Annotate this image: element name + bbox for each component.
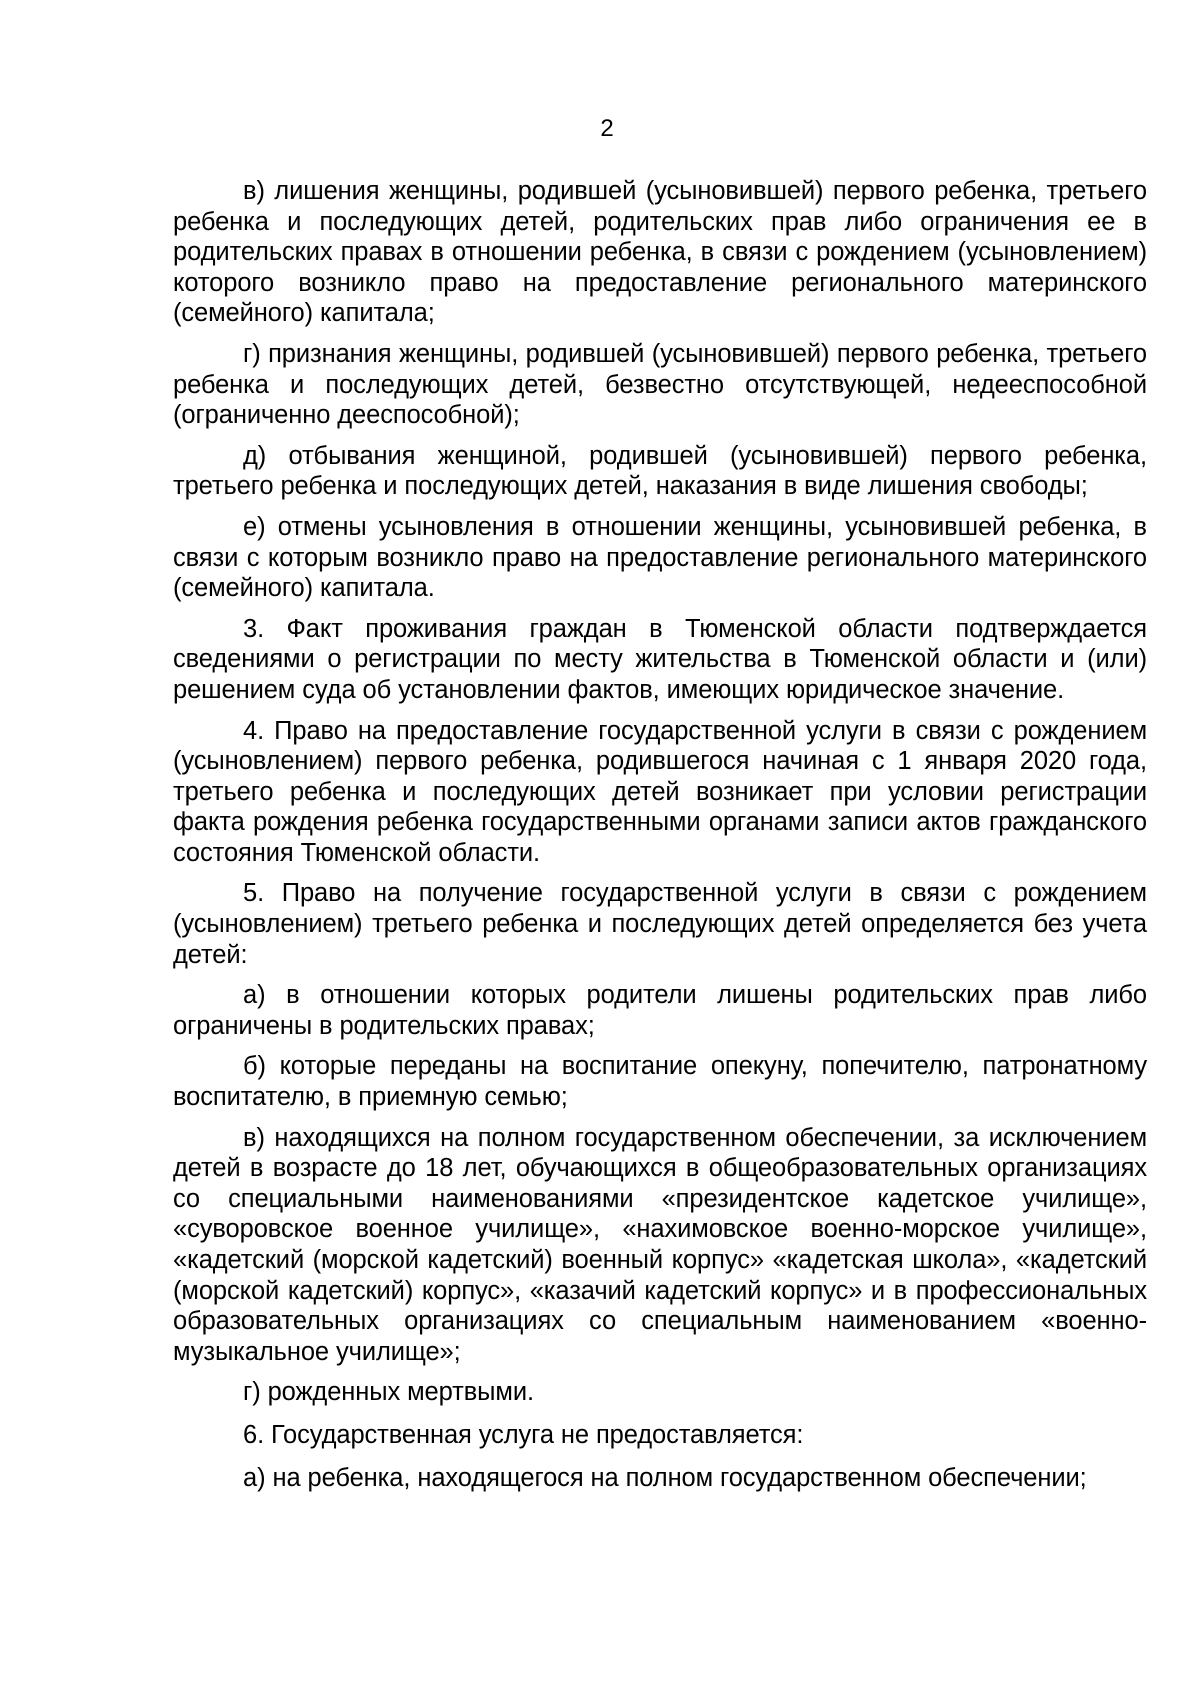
paragraph-5g-stillborn: г) рожденных мертвыми.: [243, 1378, 534, 1407]
paragraph-6a-state-support-child: а) на ребенка, находящегося на полном государственном обеспечении;: [243, 1463, 1087, 1492]
paragraph-5b-guardianship: б) которые переданы на воспитание опекуну, попечителю, патронатному воспитателю, в приемную семью;: [173, 1052, 1147, 1112]
paragraph-e-adoption-cancellation: е) отмены усыновления в отношении женщины, усыновившей ребенка, в связи с которым возникло право на предоставление регионального материнского (семейного) капитала.: [173, 512, 1147, 603]
paragraph-5v-state-support: в) находящихся на полном государственном обеспечении, за исключением детей в возрасте до 18 лет, обучающихся в общеобразовательных организациях со специальными наименованиями «президентское кадетское училище», «суворовское военное училище», «нахимовское военно-морское училище», «кадетский (морской кадетский) военный корпус» «кадетская школа», «кадетский (морской кадетский) корпус», «казачий кадетский корпус» и в профессиональных образовательных организациях со специальным наименованием «военно-музыкальное училище»;: [173, 1123, 1147, 1366]
paragraph-d-imprisonment: д) отбывания женщиной, родившей (усыновившей) первого ребенка, третьего ребенка и последующих детей, наказания в виде лишения свободы;: [173, 441, 1147, 501]
paragraph-4-right-origin: 4. Право на предоставление государственной услуги в связи с рождением (усыновлением) первого ребенка, родившегося начиная с 1 января 2020 года, третьего ребенка и последующих детей возникает при условии регистрации факта рождения ребенка государственными органами записи актов гражданского состояния Тюменской области.: [173, 716, 1147, 867]
paragraph-5a-deprived-parents: а) в отношении которых родители лишены родительских прав либо ограничены в родительских правах;: [173, 981, 1147, 1040]
paragraph-5-right-determination: 5. Право на получение государственной услуги в связи с рождением (усыновлением) третьего ребенка и последующих детей определяется без учета детей:: [173, 879, 1147, 969]
paragraph-3-residence: 3. Факт проживания граждан в Тюменской области подтверждается сведениями о регистрации по месту жительства в Тюменской области и (или) решением суда об установлении фактов, имеющих юридическое значение.: [173, 614, 1147, 704]
page-number: 2: [600, 115, 614, 142]
paragraph-6-not-provided: 6. Государственная услуга не предоставляется:: [243, 1420, 804, 1449]
paragraph-g-recognition: г) признания женщины, родившей (усыновившей) первого ребенка, третьего ребенка и последующих детей, безвестно отсутствующей, недееспособной (ограниченно дееспособной);: [173, 339, 1147, 430]
document-body: [173, 176, 1147, 1505]
paragraph-v-deprivation: в) лишения женщины, родившей (усыновившей) первого ребенка, третьего ребенка и последующих детей, родительских прав либо ограничения ее в родительских правах в отношении ребенка, в связи с рождением (усыновлением) которого возникло право на предоставление регионального материнского (семейного) капитала;: [173, 177, 1147, 328]
